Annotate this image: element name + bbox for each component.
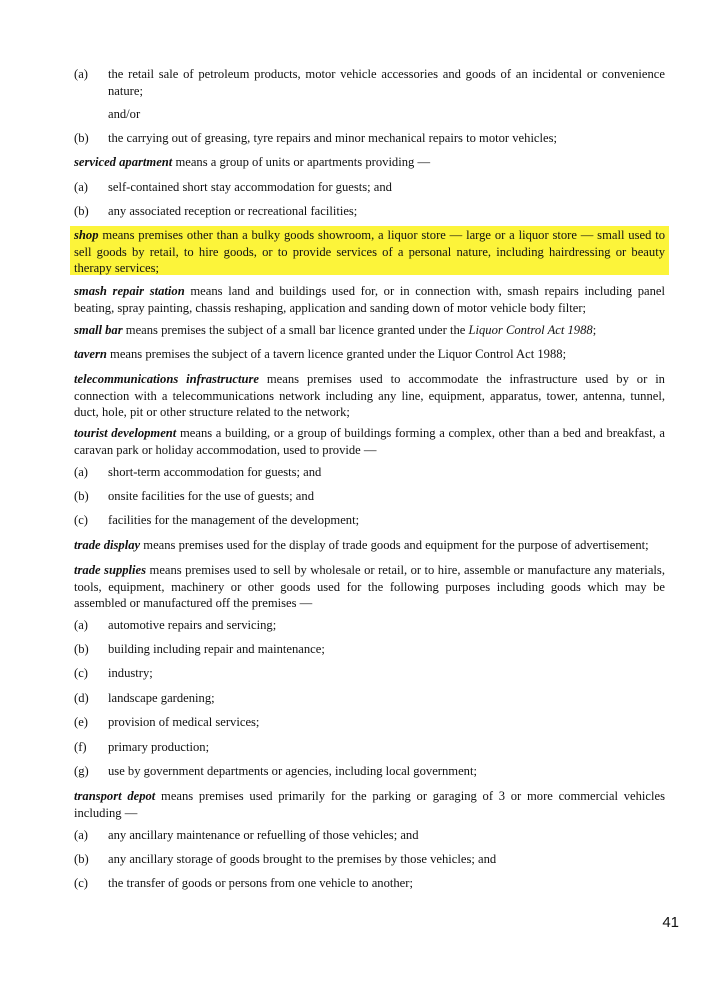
item-label: (a) [74,180,88,194]
item-text: use by government departments or agencies, including local government; [108,764,477,778]
item-text: the transfer of goods or persons from one vehicle to another; [108,876,413,890]
definition-smash-repair-station [74,283,665,316]
definition-tourist-development [74,425,665,458]
item-label: (g) [74,764,89,778]
definition-term: shop [74,228,99,242]
definition-term: tourist development [74,426,177,440]
item-label: (f) [74,740,87,754]
item-label: (e) [74,715,88,729]
definition-text: means premises the subject of a tavern licence granted under the Liquor Control Act 1988; [106,347,567,361]
definition-end: ; [592,323,597,337]
definition-transport-depot [74,788,665,821]
definition-term: tavern [74,347,107,361]
definition-telecommunications-infrastructure [74,371,665,421]
definition-term: smash repair station [74,284,185,298]
item-label: (d) [74,691,89,705]
definition-tavern [74,346,665,363]
item-text: the retail sale of petroleum products, motor vehicle accessories and goods of an incidental or convenience nature; [108,67,665,98]
item-label: (b) [74,852,89,866]
item-text: primary production; [108,740,210,754]
definition-term: serviced apartment [74,155,173,169]
item-text: provision of medical services; [108,715,260,729]
item-label: (b) [74,204,89,218]
item-text: automotive repairs and servicing; [108,618,277,632]
definition-text: means premises the subject of a small bar licence granted under the [122,323,469,337]
item-label: (b) [74,489,89,503]
item-text: the carrying out of greasing, tyre repairs and minor mechanical repairs to motor vehicles; [108,131,558,145]
definition-text: means premises used to accommodate the infrastructure used by or in connection with a telecommunications network including any line, equipment, apparatus, tower, antenna, tunnel, duct, hole, pit or other structure related to the network; [74,372,665,419]
page-number: 41 [662,914,679,931]
and-or-text: and/or [108,107,141,121]
definition-trade-display [74,537,665,554]
definition-text: means a group of units or apartments providing — [172,155,431,169]
item-text: facilities for the management of the development; [108,513,360,527]
item-text: building including repair and maintenance; [108,642,325,656]
item-text: self-contained short stay accommodation for guests; and [108,180,392,194]
definition-term: trade supplies [74,563,147,577]
definition-text: means premises used primarily for the parking or garaging of 3 or more commercial vehicles including — [74,789,666,820]
item-label: (a) [74,618,88,632]
definition-term: small bar [74,323,123,337]
definition-text: means a building, or a group of buildings forming a complex, other than a bed and breakfast, a caravan park or holiday accommodation, used to provide — [74,426,665,457]
item-label: (b) [74,642,89,656]
item-label: (a) [74,828,88,842]
definition-term: telecommunications infrastructure [74,372,259,386]
definition-small-bar [74,322,665,339]
definition-term: trade display [74,538,141,552]
item-text: onsite facilities for the use of guests; and [108,489,314,503]
act-citation: Liquor Control Act 1988 [468,323,593,337]
item-label: (c) [74,513,88,527]
item-text: short-term accommodation for guests; and [108,465,322,479]
item-text: any ancillary storage of goods brought to the premises by those vehicles; and [108,852,497,866]
item-text: landscape gardening; [108,691,215,705]
item-text: industry; [108,666,153,680]
item-text: any associated reception or recreational facilities; [108,204,358,218]
definition-text: means premises used for the display of trade goods and equipment for the purpose of advertisement; [140,538,649,552]
definition-text: means premises used to sell by wholesale or retail, or to hire, assemble or manufacture any materials, tools, equipment, machinery or other goods used for the following purposes including goods which may be assembled or manufactured off the premises — [74,563,665,610]
item-text: any ancillary maintenance or refuelling of those vehicles; and [108,828,419,842]
definition-text: means land and buildings used for, or in connection with, smash repairs including panel beating, spray painting, chassis reshaping, application and sanding down of motor vehicle body filter; [74,284,665,315]
definition-serviced-apartment [74,154,665,171]
item-label: (b) [74,131,89,145]
item-label: (a) [74,465,88,479]
definition-trade-supplies [74,562,665,612]
item-label: (c) [74,666,88,680]
item-label: (c) [74,876,88,890]
item-label: (a) [74,67,88,81]
definition-text: means premises other than a bulky goods showroom, a liquor store — large or a liquor store — small used to sell goods by retail, to hire goods, or to provide services of a personal nature, including hairdressing or beauty therapy services; [74,228,665,275]
definition-term: transport depot [74,789,156,803]
definition-shop [74,227,665,277]
